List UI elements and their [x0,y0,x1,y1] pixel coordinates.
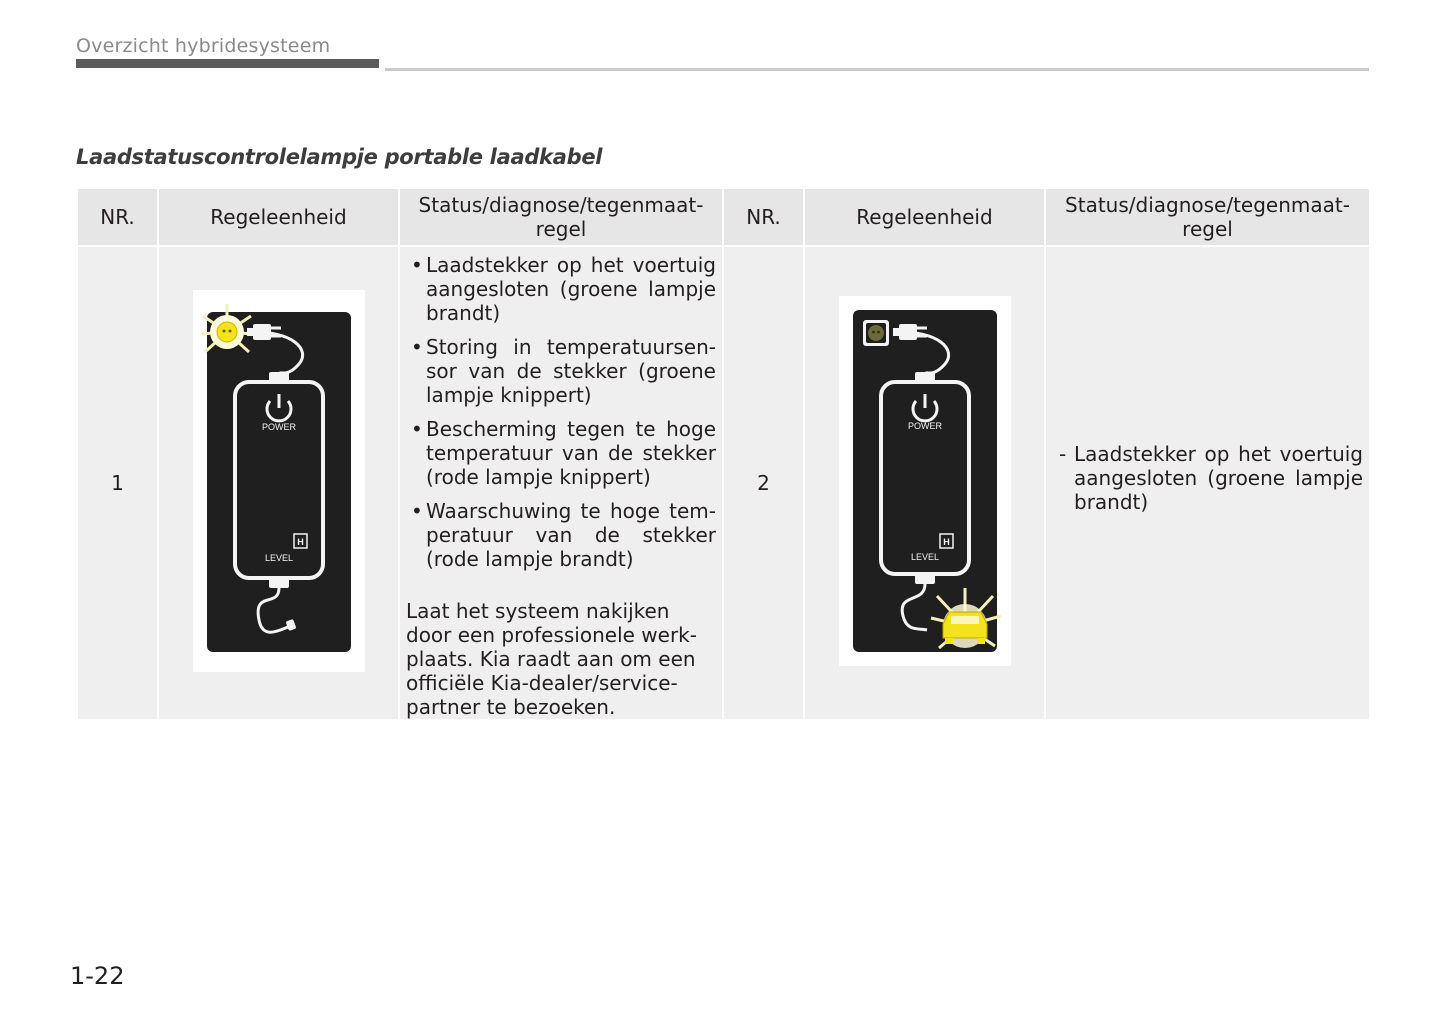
column-header-nr: NR. [77,188,158,246]
column-header-status: Status/diagnose/tegenmaat-regel [399,188,723,246]
control-unit-2 [804,246,1045,720]
charger-illustration-1 [193,290,365,672]
section-bar-light [385,68,1369,71]
page-number: 1-22 [70,962,125,990]
section-bar-dark [76,59,379,68]
row-number-1: 1 [77,246,158,720]
level-badge-label: H [296,537,304,547]
list-item: • Storing in temperatuursen-sor van de stekker (groene lampje knippert) [411,334,716,407]
status-cell-2 [1045,246,1370,720]
table-header-row [77,188,1370,246]
column-header-status: Status/diagnose/tegenmaat-regel [1045,188,1370,246]
control-unit-1 [158,246,399,720]
level-label: LEVEL [910,552,939,562]
doc-heading: Laadstatuscontrolelampje portable laadkabel [76,145,603,169]
charger-illustration-2 [839,296,1011,666]
column-header-unit: Regeleenheid [804,188,1045,246]
status-cell-1 [399,246,723,720]
plug-indicator-icon [863,320,889,346]
level-label: LEVEL [264,553,293,563]
list-item: • Bescherming tegen te hoge temperatuur van de stekker (rode lampje knippert) [411,416,716,489]
column-header-unit: Regeleenheid [158,188,399,246]
section-header [76,35,1369,71]
power-label: POWER [907,421,942,431]
status-list-1 [406,253,716,571]
advice-text: Laat het systeem nakijken door een professionele werk-plaats. Kia raadt aan om een officiële Kia-dealer/service-partner te bezoeken. [406,598,697,719]
power-label: POWER [261,422,296,432]
section-title: Overzicht hybridesysteem [76,35,331,57]
list-item: • Laadstekker op het voertuig aangesloten (groene lampje brandt) [411,252,716,325]
device-panel [207,312,351,652]
level-badge-label: H [942,537,950,547]
list-item: - Laadstekker op het voertuig aangesloten (groene lampje brandt) [1059,442,1363,514]
list-item: • Waarschuwing te hoge tem-peratuur van de stekker (rode lampje brandt) [411,498,716,571]
column-header-nr: NR. [723,188,804,246]
status-list-2 [1054,442,1363,514]
table-row [77,246,1370,720]
status-table [76,187,1371,721]
device-panel [853,310,997,652]
row-number-2: 2 [723,246,804,720]
